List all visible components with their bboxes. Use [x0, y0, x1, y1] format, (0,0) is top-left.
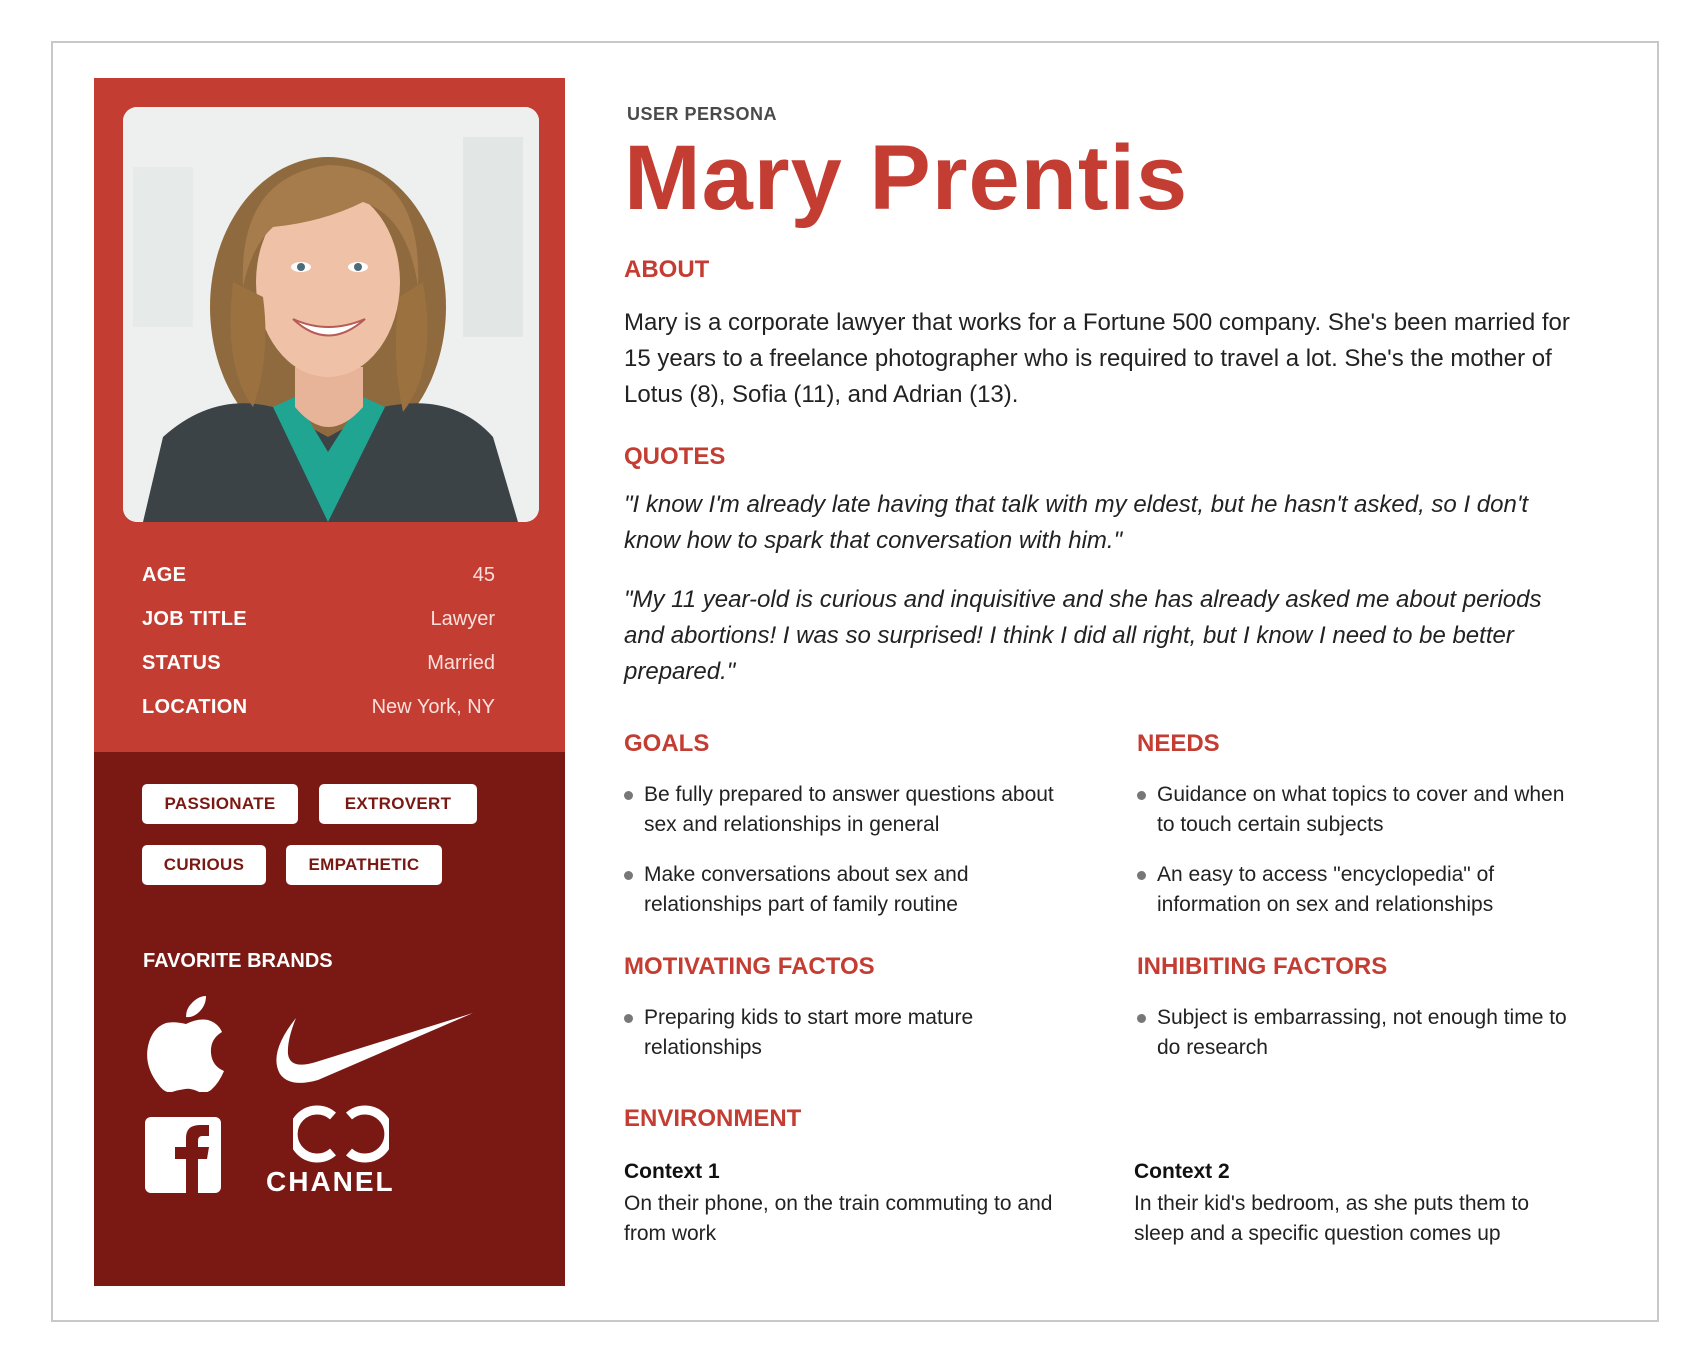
bullet-dot: [1137, 871, 1146, 880]
list-item: [624, 860, 1064, 920]
chanel-logo-icon: [293, 1104, 389, 1169]
attribute-row-job-title: [142, 597, 495, 641]
goal-text: Be fully prepared to answer questions about sex and relationships in general: [644, 783, 1054, 836]
profile-card-top: [94, 78, 565, 752]
list-item: [1137, 1003, 1577, 1063]
bullet-dot: [1137, 1014, 1146, 1023]
attribute-key: LOCATION: [142, 695, 248, 718]
trait-tag: EXTROVERT: [319, 784, 477, 824]
trait-tag: EMPATHETIC: [286, 845, 442, 885]
attribute-key: AGE: [142, 563, 187, 586]
list-item: [624, 1003, 1064, 1063]
attribute-value: New York, NY: [371, 695, 495, 718]
motivating-list: [624, 1003, 1064, 1083]
attribute-list: [142, 553, 495, 729]
chanel-wordmark: CHANEL: [266, 1166, 395, 1197]
about-text: Mary is a corporate lawyer that works for a Fortune 500 company. She's been married for 15 years to a freelance photographer who is required to travel a lot. She's the mother of Lotus (8), Sofia (11), and Adrian (13).: [624, 309, 1570, 408]
motivating-factors-heading: MOTIVATING FACTOS: [624, 953, 875, 980]
need-text: Guidance on what topics to cover and when to touch certain subjects: [1157, 783, 1565, 836]
trait-tag: PASSIONATE: [142, 784, 298, 824]
motivating-text: Preparing kids to start more mature relationships: [644, 1006, 974, 1059]
list-item: [624, 780, 1064, 840]
quote-2: "My 11 year-old is curious and inquisitive and she has already asked me about periods and abortions! I was so surprised! I think I did all right, but I know I need to be better prepared.": [624, 586, 1542, 685]
context-1-title: Context 1: [624, 1160, 720, 1183]
attribute-value: 45: [472, 563, 495, 586]
persona-name: Mary Prentis: [624, 127, 1189, 229]
environment-heading: ENVIRONMENT: [624, 1105, 802, 1132]
goals-list: [624, 780, 1064, 940]
nike-swoosh-icon: [268, 1008, 473, 1093]
persona-photo: [123, 107, 539, 522]
inhibiting-text: Subject is embarrassing, not enough time to do research: [1157, 1006, 1567, 1059]
inhibiting-list: [1137, 1003, 1577, 1083]
bullet-dot: [624, 871, 633, 880]
attribute-key: JOB TITLE: [142, 607, 247, 630]
list-item: [1137, 860, 1577, 920]
list-item: [1137, 780, 1577, 840]
attribute-row-location: [142, 685, 495, 729]
bullet-dot: [624, 791, 633, 800]
apple-logo-icon: [146, 996, 226, 1097]
facebook-logo-icon: [145, 1117, 221, 1198]
context-2-title: Context 2: [1134, 1160, 1230, 1183]
goal-text: Make conversations about sex and relationships part of family routine: [644, 863, 969, 916]
goals-heading: GOALS: [624, 730, 710, 757]
needs-heading: NEEDS: [1137, 730, 1220, 757]
attribute-value: Lawyer: [430, 607, 495, 630]
attribute-row-status: [142, 641, 495, 685]
attribute-key: STATUS: [142, 651, 221, 674]
context-2-text: In their kid's bedroom, as she puts them to sleep and a specific question comes up: [1134, 1192, 1530, 1245]
attribute-value: Married: [427, 651, 495, 674]
attribute-row-age: [142, 553, 495, 597]
inhibiting-factors-heading: INHIBITING FACTORS: [1137, 953, 1388, 980]
bullet-dot: [624, 1014, 633, 1023]
quote-1: "I know I'm already late having that talk with my eldest, but he hasn't asked, so I don't know how to spark that conversation with him.": [624, 491, 1529, 554]
trait-tag: CURIOUS: [142, 845, 266, 885]
about-heading: ABOUT: [624, 256, 710, 283]
favorite-brands-heading: FAVORITE BRANDS: [143, 950, 333, 972]
need-text: An easy to access "encyclopedia" of information on sex and relationships: [1157, 863, 1495, 916]
needs-list: [1137, 780, 1577, 940]
persona-eyebrow: USER PERSONA: [627, 104, 778, 124]
quotes-heading: QUOTES: [624, 443, 726, 470]
context-1-text: On their phone, on the train commuting to and from work: [624, 1192, 1053, 1245]
bullet-dot: [1137, 791, 1146, 800]
